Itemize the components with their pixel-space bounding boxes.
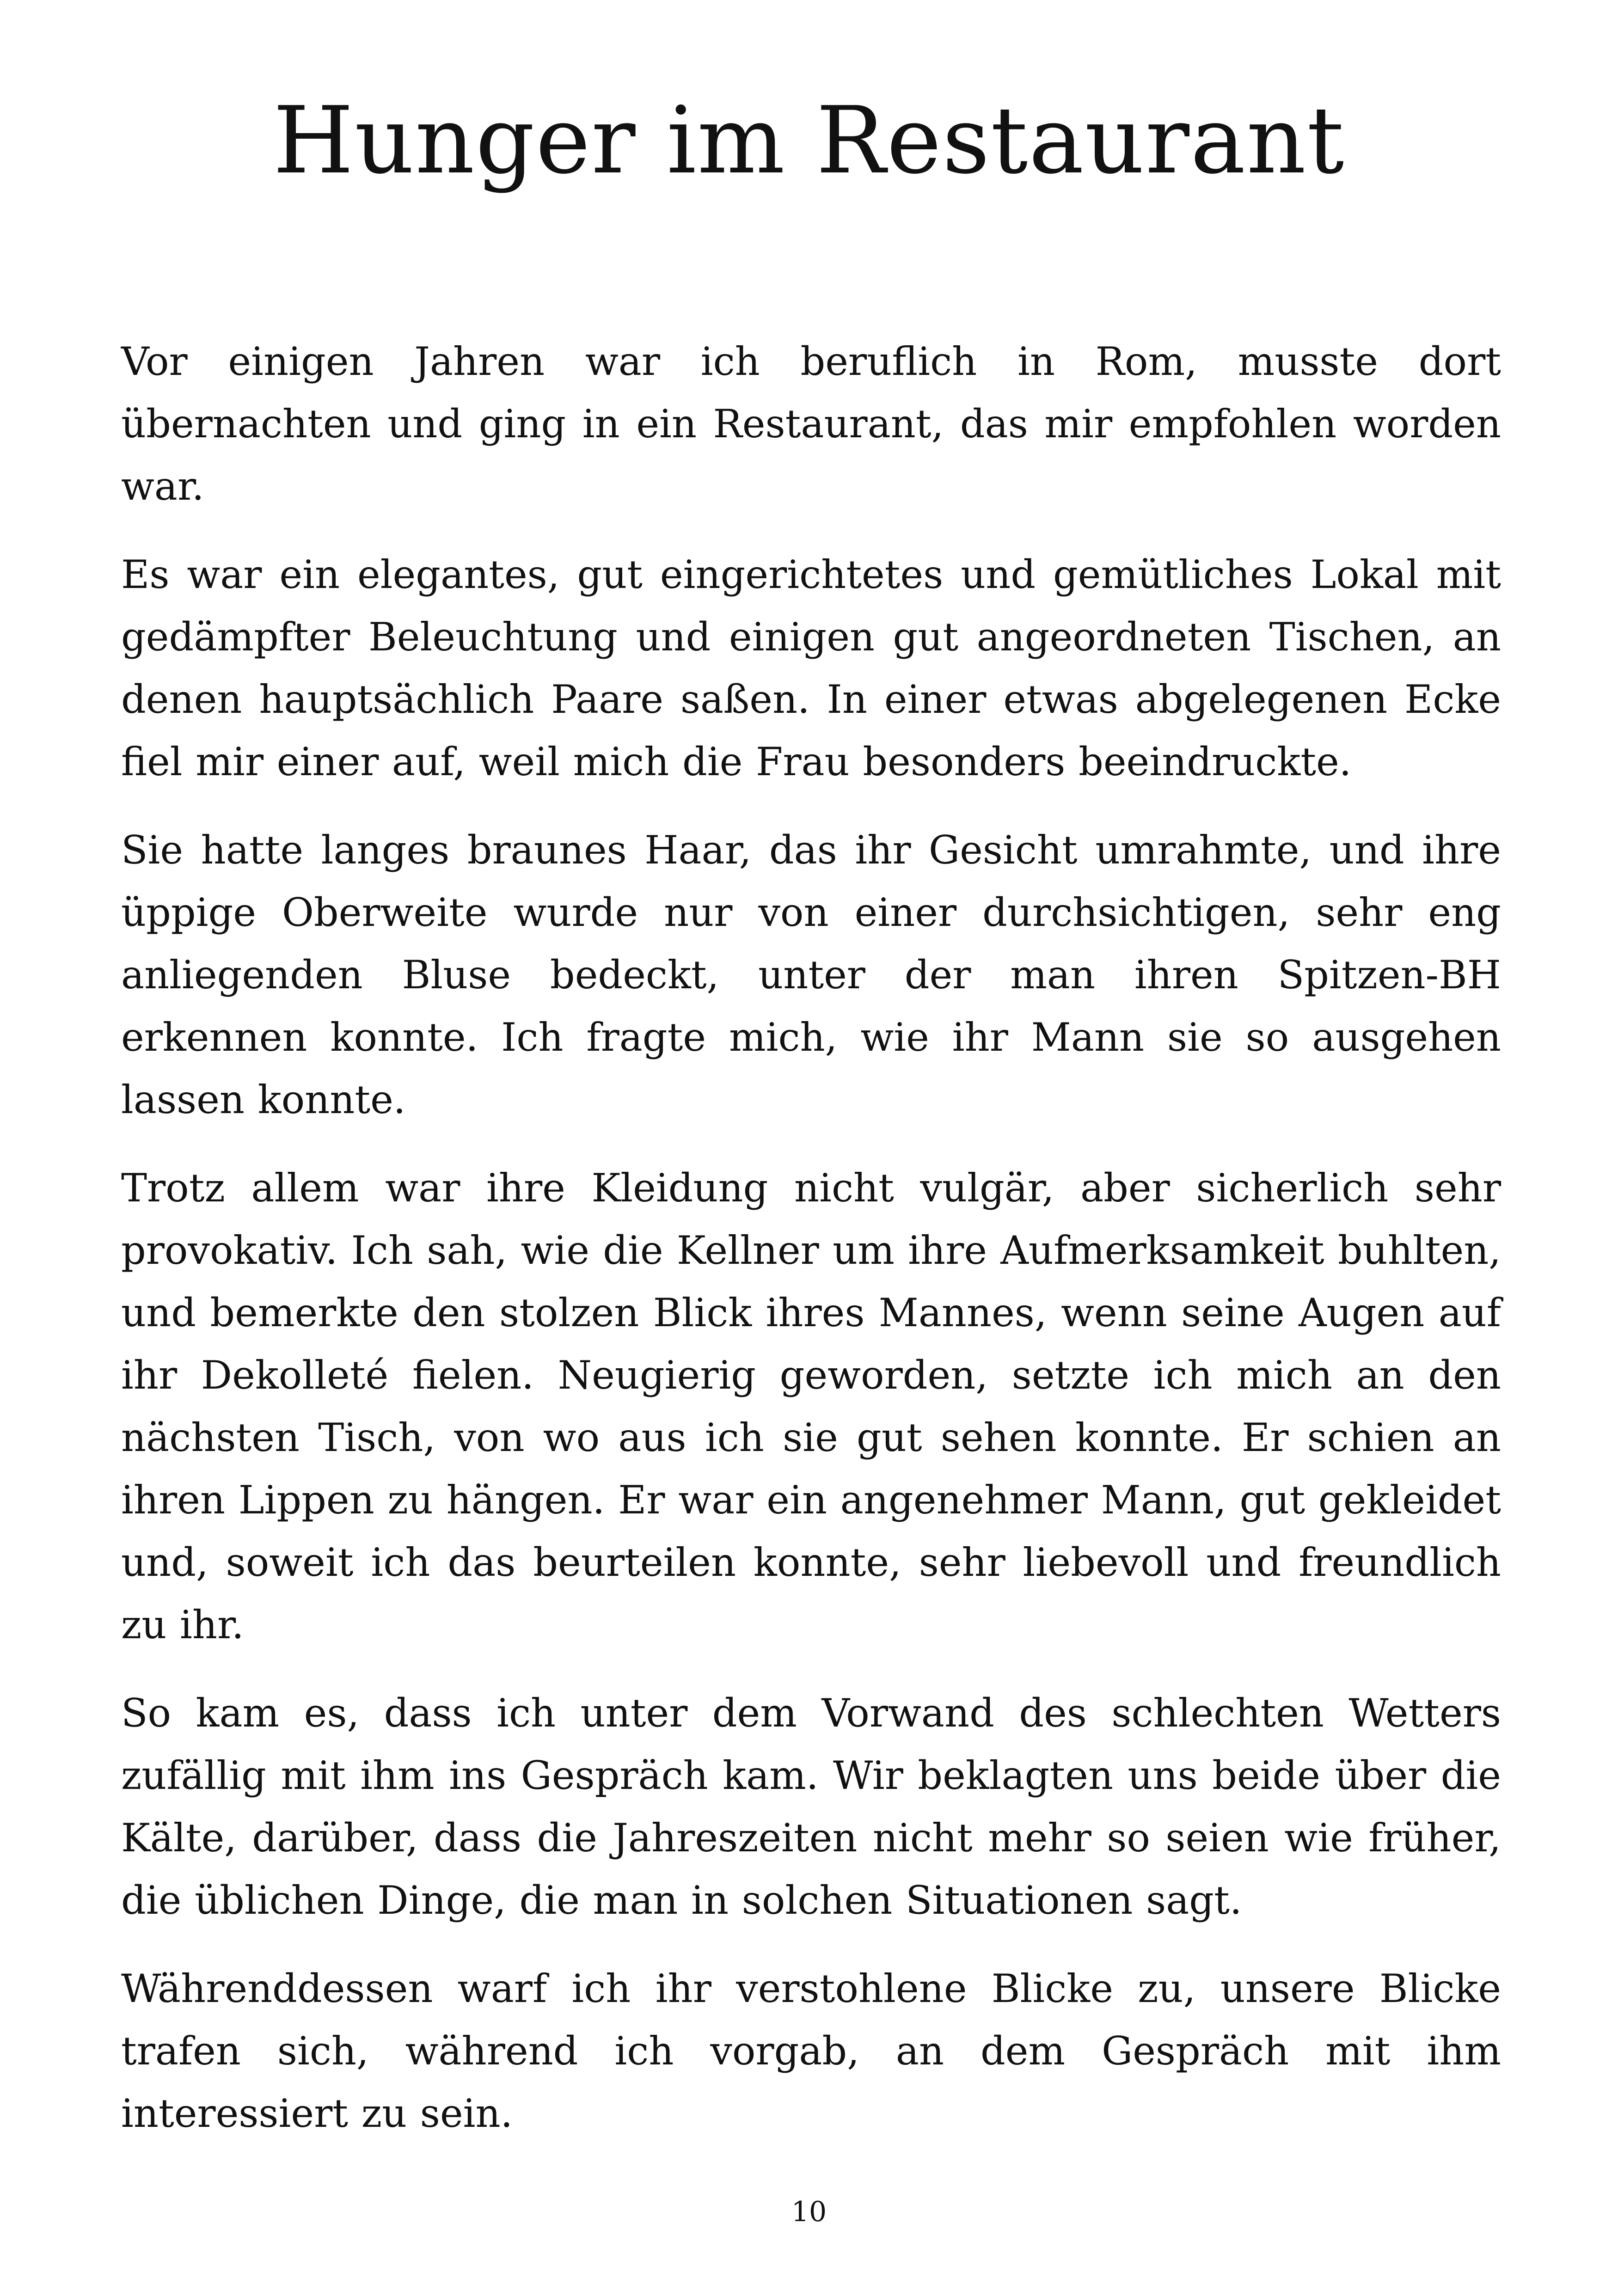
paragraph: Sie hatte langes braunes Haar, das ihr Gesicht umrahmte, und ihre üppige Oberweite wurde nur von einer durchsichtigen, sehr eng anliegenden Bluse bedeckt, unter der man ihren Spitzen-BH erkennen konnte. Ich fragte mich, wie ihr Mann sie so ausgehen lassen konnte.	[121, 827, 1501, 1122]
paragraph: So kam es, dass ich unter dem Vorwand des schlechten Wetters zufällig mit ihm ins Gespräch kam. Wir beklagten uns beide über die Kälte, darüber, dass die Jahreszeiten nicht mehr so seien wie früher, die üblichen Dinge, die man in solchen Situationen sagt.	[121, 1690, 1501, 1923]
paragraph: Vor einigen Jahren war ich beruflich in Rom, musste dort übernachten und ging in ein Restaurant, das mir empfohlen worden war.	[121, 339, 1501, 509]
page-number: 10	[791, 2196, 827, 2228]
paragraph: Währenddessen warf ich ihr verstohlene Blicke zu, unsere Blicke trafen sich, während ich vorgab, an dem Gespräch mit ihm interessiert zu sein.	[121, 1966, 1501, 2136]
paragraph: Es war ein elegantes, gut eingerichtetes und gemütliches Lokal mit gedämpfter Beleuchtung und einigen gut angeordneten Tischen, an denen hauptsächlich Paare saßen. In einer etwas abgelegenen Ecke fiel mir einer auf, weil mich die Frau besonders beeindruckte.	[121, 552, 1501, 784]
paragraph: Trotz allem war ihre Kleidung nicht vulgär, aber sicherlich sehr provokativ. Ich sah, wie die Kellner um ihre Aufmerksamkeit buhlten, und bemerkte den stolzen Blick ihres Mannes, wenn seine Augen auf ihr Dekolleté fielen. Neugierig geworden, setzte ich mich an den nächsten Tisch, von wo aus ich sie gut sehen konnte. Er schien an ihren Lippen zu hängen. Er war ein angenehmer Mann, gut gekleidet und, soweit ich das beurteilen konnte, sehr liebevoll und freundlich zu ihr.	[121, 1165, 1501, 1647]
chapter-title: Hunger im Restaurant	[273, 87, 1345, 195]
chapter-body	[121, 331, 1501, 2171]
